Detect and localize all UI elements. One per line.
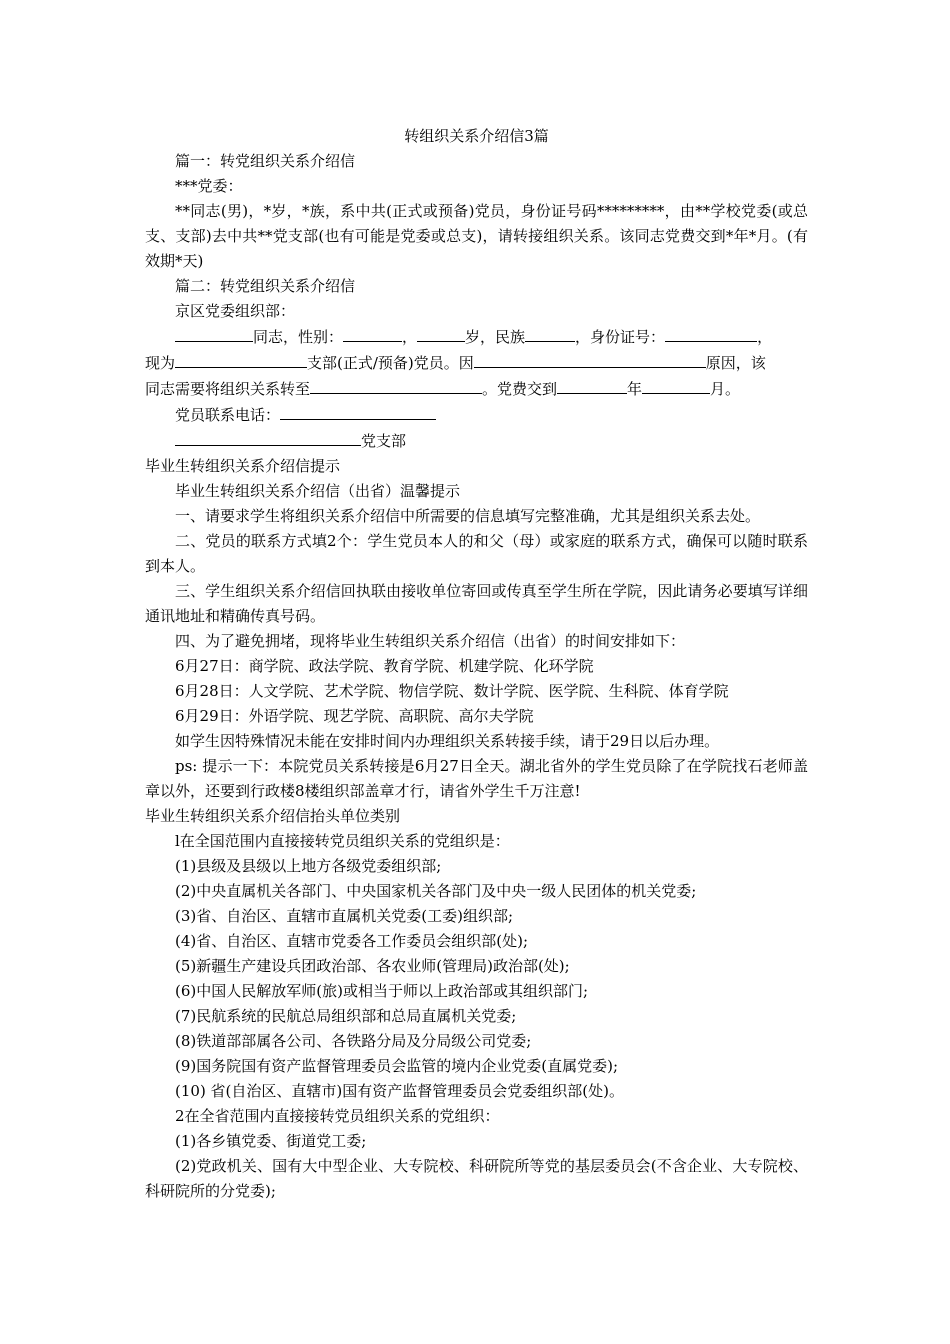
section-1-body: **同志(男)，*岁，*族，系中共(正式或预备)党员，身份证号码*********，由**学校党委(或总支、支部)去中共**党支部(也有可能是党委或总支)，请转接组织关系。该同志党费交到*年*月。(有效期*天) (145, 202, 808, 270)
form-label-zhibu: 支部(正式/预备)党员。因 (307, 354, 474, 372)
section-3-heading: 毕业生转组织关系介绍信提示 (145, 457, 341, 475)
blank-phone (280, 402, 436, 420)
form-line-phone (145, 402, 808, 428)
form-line-2 (145, 350, 808, 376)
list-item: (2)党政机关、国有大中型企业、大专院校、科研院所等党的基层委员会(不含企业、大专院校、科研院所的分党委); (145, 1157, 808, 1200)
blank-reason (474, 350, 706, 368)
tip-paragraph-3: 三、学生组织关系介绍信回执联由接收单位寄回或传真至学生所在学院，因此请务必要填写详细通讯地址和精确传真号码。 (145, 582, 808, 625)
blank-month (642, 376, 710, 394)
document-title: 转组织关系介绍信3篇 (404, 127, 549, 145)
list-item: (9)国务院国有资产监督管理委员会监管的境内企业党委(直属党委); (175, 1057, 619, 1075)
section-2-salutation: 京区党委组织部： (175, 302, 296, 320)
blank-id-number (665, 324, 757, 342)
list-item: (2)中央直属机关各部门、中央国家机关各部门及中央一级人民团体的机关党委; (175, 882, 697, 900)
tip-paragraph-5: 如学生因特殊情况未能在安排时间内办理组织关系转接手续，请于29日以后办理。 (175, 732, 720, 750)
list-item: (4)省、自治区、直辖市党委各工作委员会组织部(处); (175, 932, 529, 950)
form-sep-1: ， (402, 328, 418, 346)
schedule-june-27: 6月27日：商学院、政法学院、教育学院、机建学院、化环学院 (175, 657, 594, 675)
list-item: (3)省、自治区、直辖市直属机关党委(工委)组织部; (175, 907, 514, 925)
schedule-june-29: 6月29日：外语学院、现艺学院、高职院、高尔夫学院 (175, 707, 534, 725)
tip-paragraph-ps: ps: 提示一下：本院党员关系转接是6月27日全天。湖北省外的学生党员除了在学院找石老师盖章以外，还要到行政楼8楼组织部盖章才行，请省外学生千万注意! (145, 757, 808, 800)
form-line-3 (145, 376, 808, 402)
list-item: (1)县级及县级以上地方各级党委组织部; (175, 857, 442, 875)
section-4-intro-2: 2在全省范围内直接接转党员组织关系的党组织： (175, 1107, 500, 1125)
blank-branch-name (175, 428, 361, 446)
blank-year (557, 376, 627, 394)
form-label-yuanyin: 原因，该 (705, 354, 766, 372)
section-4-intro-1: l在全国范围内直接接转党员组织关系的党组织是： (175, 832, 510, 850)
section-3-subheading: 毕业生转组织关系介绍信（出省）温馨提示 (175, 482, 461, 500)
list-item: (6)中国人民解放军师(旅)或相当于师以上政治部或其组织部门; (175, 982, 589, 1000)
section-2-heading: 篇二：转党组织关系介绍信 (175, 277, 356, 295)
blank-age (417, 324, 465, 342)
form-label-zhuanzhi: 同志需要将组织关系转至 (145, 380, 311, 398)
list-item: (1)各乡镇党委、街道党工委; (175, 1132, 367, 1150)
form-label-branch: 党支部 (361, 432, 407, 450)
form-label-id: ，身份证号： (575, 328, 666, 346)
tip-paragraph-2: 二、党员的联系方式填2个：学生党员本人的和父（母）或家庭的联系方式，确保可以随时联系到本人。 (145, 532, 808, 575)
form-label-yue: 月。 (710, 380, 741, 398)
blank-name (175, 324, 253, 342)
blank-ethnicity (525, 324, 575, 342)
tip-paragraph-1: 一、请要求学生将组织关系介绍信中所需要的信息填写完整准确，尤其是组织关系去处。 (175, 507, 761, 525)
list-item: (8)铁道部部属各公司、各铁路分局及分局级公司党委; (175, 1032, 532, 1050)
list-item: (5)新疆生产建设兵团政治部、各农业师(管理局)政治部(处); (175, 957, 570, 975)
section-1-salutation: ***党委： (175, 177, 243, 195)
section-1-heading: 篇一：转党组织关系介绍信 (175, 152, 356, 170)
tip-paragraph-4: 四、为了避免拥堵，现将毕业生转组织关系介绍信（出省）的时间安排如下： (175, 632, 686, 650)
document-page (145, 124, 808, 1204)
form-line-branch (145, 428, 808, 454)
form-label-sui: 岁，民族 (465, 328, 526, 346)
blank-branch (175, 350, 307, 368)
section-4-heading: 毕业生转组织关系介绍信抬头单位类别 (145, 807, 401, 825)
form-label-tongzhi: 同志，性别： (253, 328, 344, 346)
form-label-dangfei: 。党费交到 (482, 380, 558, 398)
form-line-1 (145, 324, 808, 350)
list-item: (7)民航系统的民航总局组织部和总局直属机关党委; (175, 1007, 517, 1025)
form-label-phone: 党员联系电话： (175, 406, 281, 424)
schedule-june-28: 6月28日：人文学院、艺术学院、物信学院、数计学院、医学院、生科院、体育学院 (175, 682, 729, 700)
form-sep-2: ， (757, 328, 773, 346)
form-label-nian: 年 (627, 380, 643, 398)
blank-gender (343, 324, 402, 342)
form-label-xianwei: 现为 (145, 354, 176, 372)
blank-transfer-to (310, 376, 482, 394)
list-item: (10) 省(自治区、直辖市)国有资产监督管理委员会党委组织部(处)。 (175, 1082, 624, 1100)
